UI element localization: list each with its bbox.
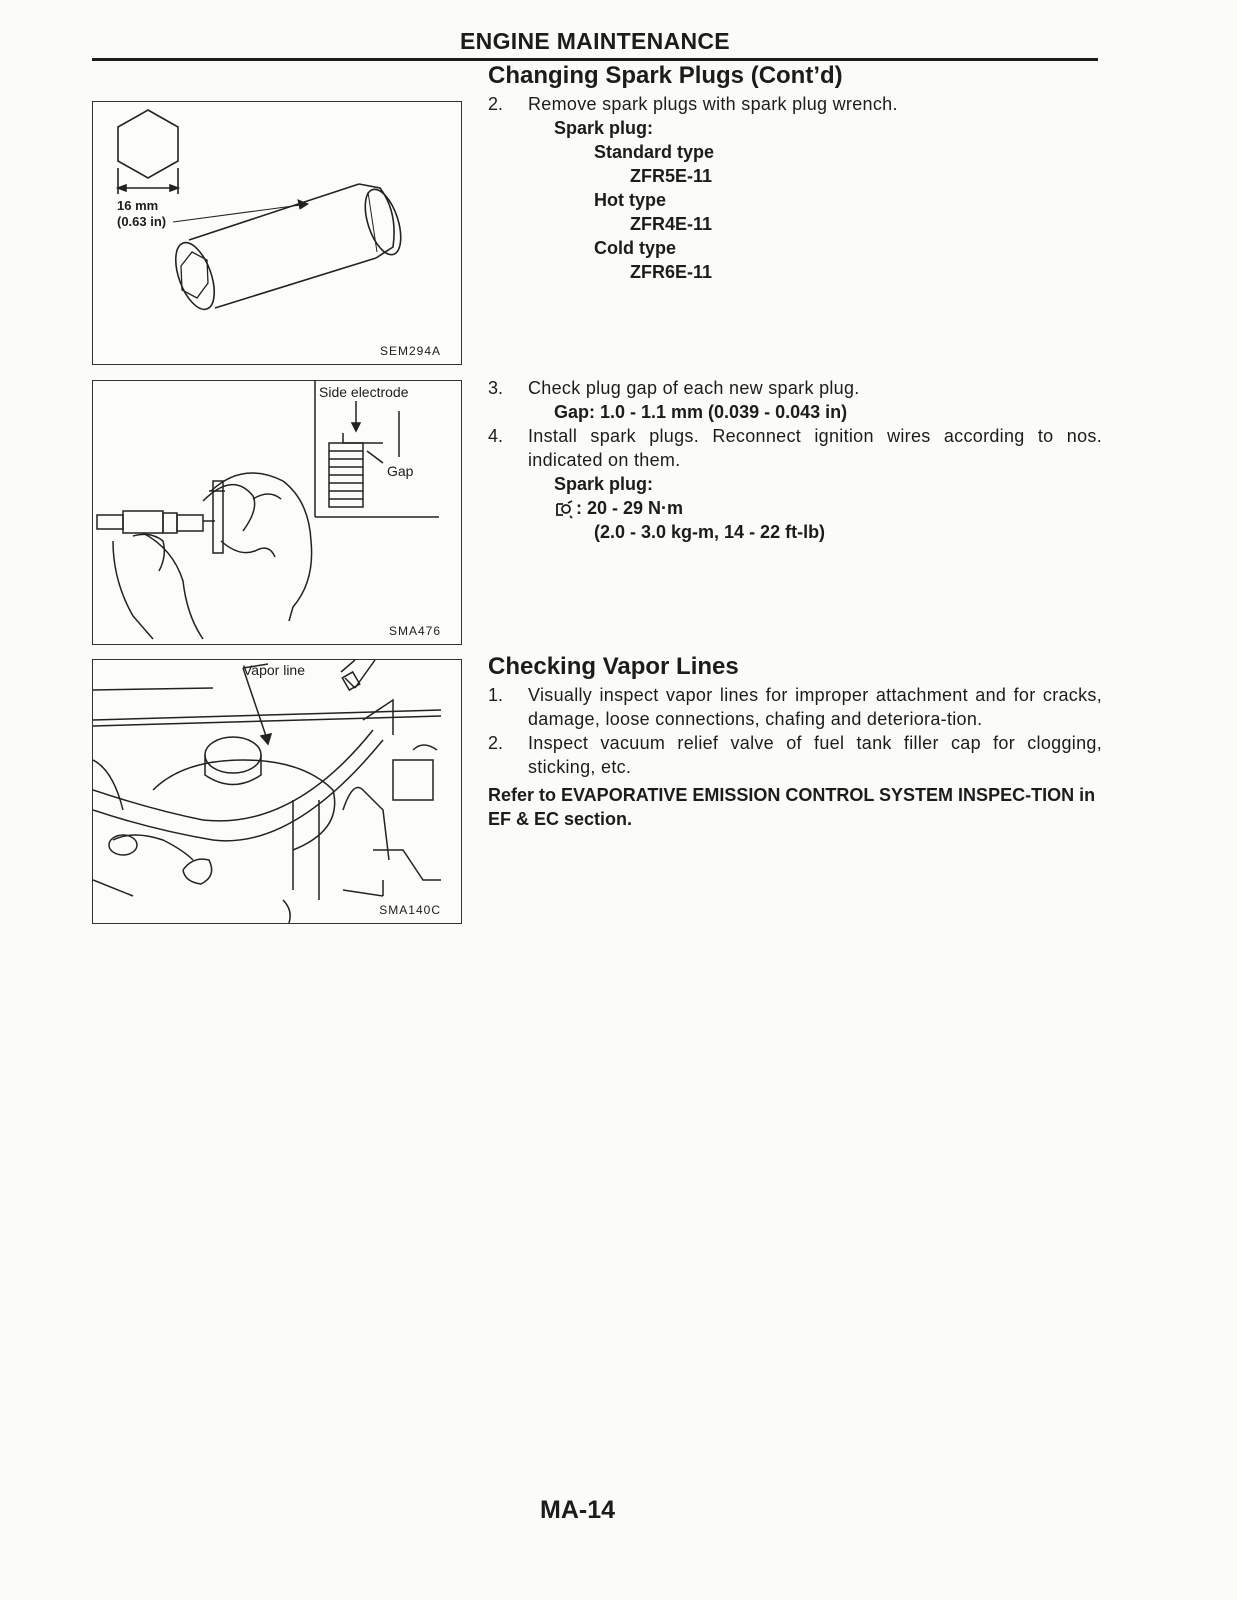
step-install-plugs bbox=[488, 424, 1102, 472]
step-number: 2. bbox=[488, 733, 504, 753]
figure-code: SEM294A bbox=[379, 344, 441, 358]
section-title: Checking Vapor Lines bbox=[488, 653, 739, 680]
page-number: MA-14 bbox=[540, 1496, 616, 1524]
spec-title: Spark plug: bbox=[554, 474, 654, 494]
vapor-lines-section bbox=[488, 655, 1102, 831]
gap-spec: Gap: 1.0 - 1.1 mm (0.039 - 0.043 in) bbox=[554, 402, 848, 422]
figure-code: SMA476 bbox=[388, 624, 441, 638]
vapor-line-label: Vapor line bbox=[243, 662, 306, 678]
standard-type-label: Standard type bbox=[594, 142, 715, 162]
hot-type-value: ZFR4E-11 bbox=[630, 214, 713, 234]
step-text: Check plug gap of each new spark plug. bbox=[528, 378, 860, 398]
gap-label: Gap bbox=[387, 463, 414, 479]
section-title: Changing Spark Plugs (Cont’d) bbox=[488, 62, 843, 89]
reference-note: Refer to EVAPORATIVE EMISSION CONTROL SYSTEM INSPEC-TION in EF & EC section. bbox=[488, 785, 1096, 829]
torque-wrench-icon bbox=[554, 499, 574, 519]
hot-type-label: Hot type bbox=[594, 190, 666, 210]
step-inspect-vapor-lines bbox=[488, 683, 1102, 731]
step-number: 2. bbox=[488, 94, 504, 114]
socket-size-in-label: (0.63 in) bbox=[117, 214, 167, 229]
figure-plug-gap bbox=[92, 380, 462, 645]
step-text: Visually inspect vapor lines for improper attachment and for cracks, damage, loose connections, chafing and deteriora-tion. bbox=[528, 685, 1102, 729]
spec-title: Spark plug: bbox=[554, 118, 654, 138]
torque-value: : 20 - 29 N·m bbox=[576, 498, 684, 518]
torque-spec bbox=[488, 496, 1102, 520]
side-electrode-label: Side electrode bbox=[319, 384, 409, 400]
header-rule bbox=[92, 58, 1098, 61]
socket-illustration bbox=[93, 102, 461, 364]
spark-plug-section bbox=[488, 64, 1102, 284]
cold-type-label: Cold type bbox=[594, 238, 677, 258]
figure-spark-plug-socket bbox=[92, 101, 462, 365]
hex-nut-outline bbox=[118, 110, 178, 178]
vapor-line-illustration bbox=[93, 660, 461, 923]
spark-plug-install-section bbox=[488, 376, 1102, 544]
step-text: Install spark plugs. Reconnect ignition wires according to nos. indicated on them. bbox=[528, 426, 1102, 470]
step-remove-plugs bbox=[488, 92, 1102, 116]
standard-type-value: ZFR5E-11 bbox=[630, 166, 713, 186]
socket-size-mm-label: 16 mm bbox=[117, 198, 159, 213]
cold-type-value: ZFR6E-11 bbox=[630, 262, 713, 282]
step-number: 3. bbox=[488, 378, 504, 398]
step-text: Inspect vacuum relief valve of fuel tank filler cap for clogging, sticking, etc. bbox=[528, 733, 1102, 777]
step-inspect-relief-valve bbox=[488, 731, 1102, 779]
page-header: ENGINE MAINTENANCE bbox=[460, 28, 730, 54]
step-number: 1. bbox=[488, 685, 504, 705]
figure-code: SMA140C bbox=[379, 903, 441, 917]
torque-alt-value: (2.0 - 3.0 kg-m, 14 - 22 ft-lb) bbox=[594, 522, 826, 542]
gap-check-illustration bbox=[93, 381, 461, 644]
step-number: 4. bbox=[488, 426, 504, 446]
step-check-gap bbox=[488, 376, 1102, 400]
figure-vapor-line bbox=[92, 659, 462, 924]
step-text: Remove spark plugs with spark plug wrench. bbox=[528, 94, 898, 114]
